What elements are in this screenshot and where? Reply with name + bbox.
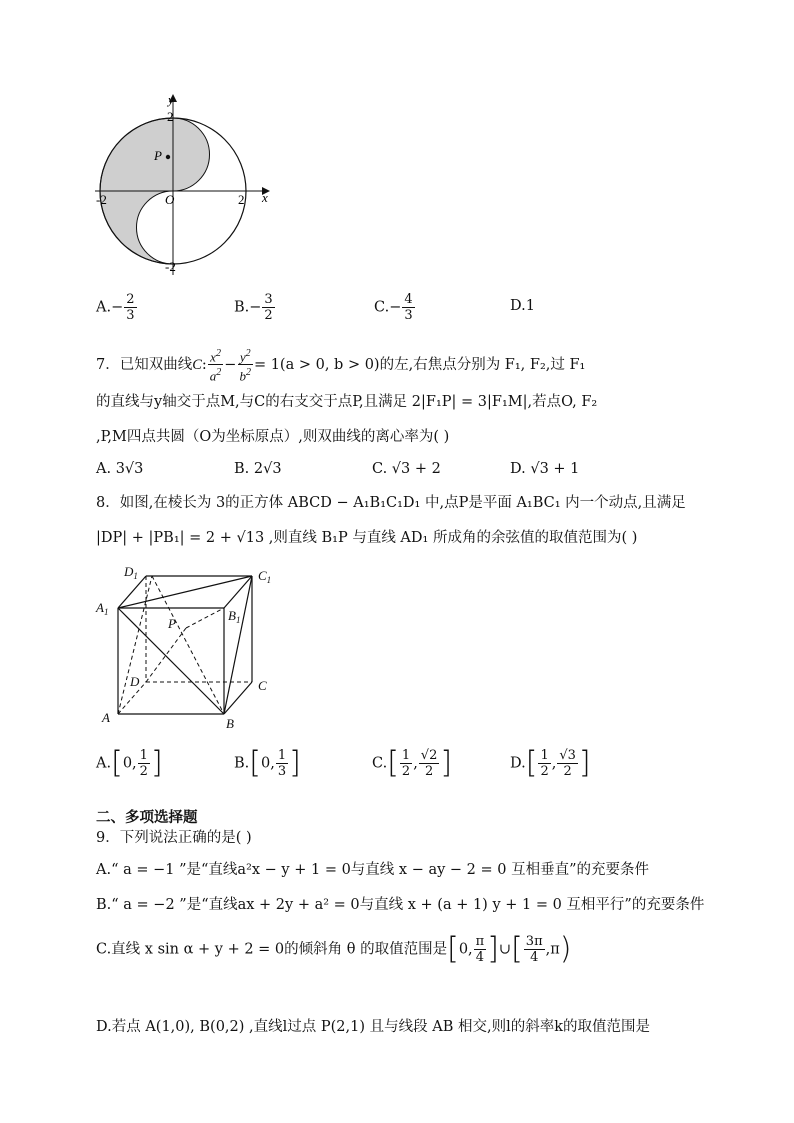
q9-stem: 9．下列说法正确的是( ) (96, 830, 252, 846)
label-b1: $B_1$ (228, 608, 241, 625)
label-c1: $C_1$ (258, 568, 272, 585)
hidden-p-b1 (186, 608, 224, 628)
label-y: y (168, 92, 174, 107)
label-c: C (258, 678, 267, 693)
tick-right: 2 (238, 192, 245, 207)
tick-bottom: -2 (165, 259, 176, 274)
q7-line1: 7．已知双曲线C: $\frac{x^2}{a^2}$ − $\frac{y^2}{b^2}$ = 1(a > 0, b > 0)的左,右焦点分别为 F₁, F₂,过 F₁ (96, 348, 586, 384)
q8-option-d: D.[ $\frac{1}{2}$ , $\frac{√3}{2}$ ] (510, 745, 591, 781)
q8-line1: 8．如图,在棱长为 3的正方体 ABCD − A₁B₁C₁D₁ 中,点P是平面 A₁BC₁ 内一个动点,且满足 (96, 495, 686, 511)
q9-option-c: C.直线 x sin α + y + 2 = 0的倾斜角 θ 的取值范围是[0, $\frac{\pi}{4}$ ]∪[ $\frac{3\pi}{4}$ ,π) (96, 931, 572, 967)
section-title: 二、多项选择题 (96, 809, 198, 826)
q7-line3: ,P,M四点共圆（O为坐标原点）,则双曲线的离心率为( ) (96, 429, 450, 445)
q9-option-b: B.“ a = −2 ”是“直线ax + 2y + a² = 0与直线 x + (a + 1) y + 1 = 0 互相平行”的充要条件 (96, 897, 705, 913)
edge-b-c (224, 682, 252, 714)
edge-d1-a1 (118, 576, 146, 608)
diag-c1-b (224, 576, 252, 714)
tick-top: 2 (167, 109, 174, 124)
edge-b1-c1 (224, 576, 252, 608)
cube-figure (94, 562, 284, 732)
q7-option-a: A. 3√3 (96, 461, 144, 477)
label-a: A (102, 710, 110, 725)
label-d1: $D_1$ (124, 564, 138, 581)
q8-option-b: B.[0, $\frac{1}{3}$ ] (234, 745, 301, 781)
label-p: P (154, 148, 162, 163)
label-a1: $A_1$ (96, 600, 109, 617)
q7-line2: 的直线与y轴交于点M,与C的右支交于点P,且满足 2|F₁P| = 3|F₁M|,若点O, F₂ (96, 394, 598, 410)
hidden-d-p (146, 628, 186, 682)
hidden-d1-b (152, 576, 224, 714)
label-p: P (168, 616, 176, 631)
label-o: O (165, 192, 175, 207)
label-b: B (226, 716, 234, 731)
q7-option-b: B. 2√3 (234, 461, 282, 477)
q6-option-a: A.− $\frac{2}{3}$ (96, 292, 135, 323)
hidden-a-d1 (118, 576, 152, 714)
diag-a1-c1 (118, 576, 252, 608)
q8-line2: |DP| + |PB₁| = 2 + √13 ,则直线 B₁P 与直线 AD₁ 所成角的余弦值的取值范围为( ) (96, 530, 638, 546)
yin-yang-figure (90, 90, 280, 280)
label-d: D (130, 674, 140, 689)
q8-option-a: A.[0, $\frac{1}{2}$ ] (96, 745, 163, 781)
q7-option-d: D. √3 + 1 (510, 461, 580, 477)
point-p (166, 155, 170, 159)
q6-option-b: B.− $\frac{3}{2}$ (234, 292, 273, 323)
q9-option-d: D.若点 A(1,0), B(0,2) ,直线l过点 P(2,1) 且与线段 AB 相交,则l的斜率k的取值范围是 (96, 1019, 650, 1035)
q7-option-c: C. √3 + 2 (372, 461, 441, 477)
label-x: x (262, 190, 268, 205)
q6-option-d: D.1 (510, 298, 535, 314)
q8-option-c: C.[ $\frac{1}{2}$ , $\frac{√2}{2}$ ] (372, 745, 453, 781)
tick-left: -2 (96, 192, 107, 207)
q9-option-a: A.“ a = −1 ”是“直线a²x − y + 1 = 0与直线 x − ay − 2 = 0 互相垂直”的充要条件 (96, 862, 650, 878)
q6-option-c: C.− $\frac{4}{3}$ (374, 292, 413, 323)
